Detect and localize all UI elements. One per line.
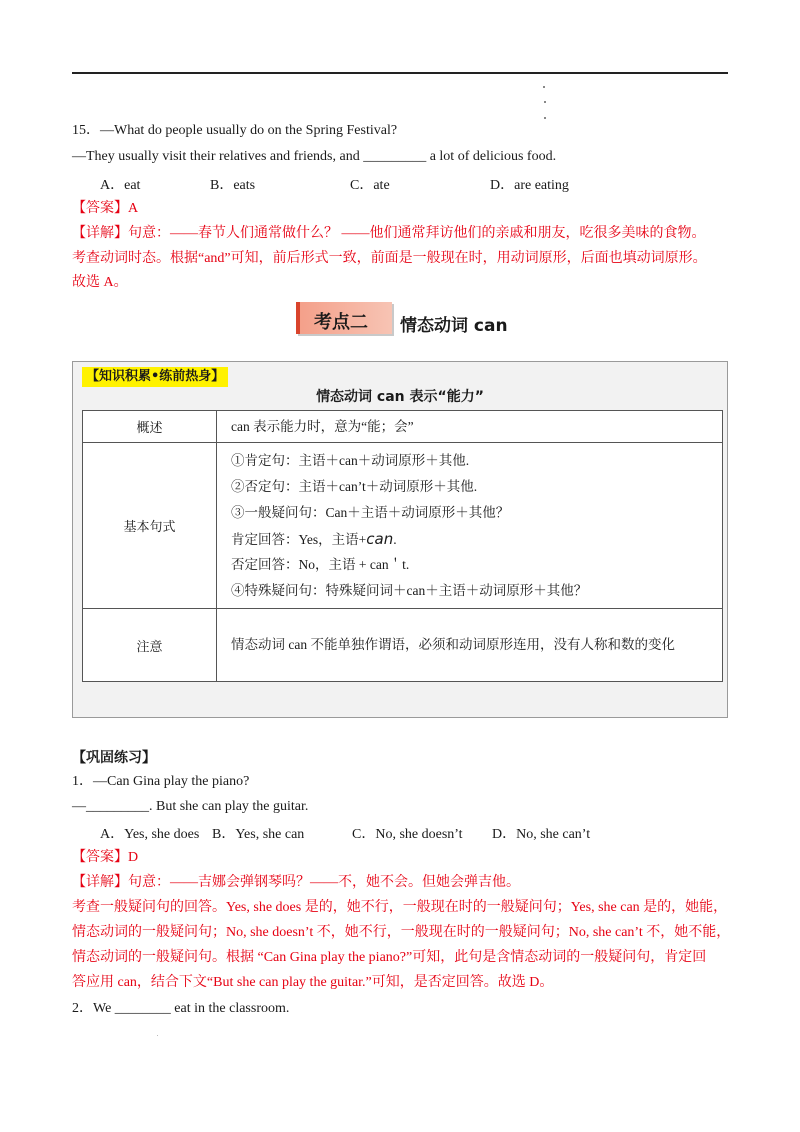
q1-detail-line: 考查一般疑问句的回答。Yes, she does 是的，她不行，一般现在时的一般疑问句；Yes, she can 是的，她能， <box>72 900 728 915</box>
table-row <box>83 609 723 682</box>
q1-option-b: B．Yes, she can <box>212 827 305 842</box>
q2-question: 2．We ________ eat in the classroom. <box>72 1001 290 1016</box>
row-line: ②否定句：主语＋can’t＋动词原形＋其他. <box>231 478 478 494</box>
q15-answer: 【答案】A <box>72 201 139 216</box>
row-line-end: . <box>393 531 397 547</box>
row-line: 否定回答：No，主语 + can＇t. <box>231 556 410 572</box>
q1-detail-line: 答应用 can，结合下文“But she can play the guitar.”可知，是否定回答。故选 D。 <box>72 975 554 990</box>
row-value <box>217 443 723 609</box>
q1-detail-line: 【详解】句意：——吉娜会弹钢琴吗？——不，她不会。但她会弹吉他。 <box>72 875 520 890</box>
row-line-text: 肯定回答：Yes，主语+ <box>231 531 367 547</box>
q1-answer: 【答案】D <box>72 850 139 865</box>
row-value <box>217 609 723 682</box>
q1-detail-line: 情态动词的一般疑问句；No, she doesn’t 不，她不行，一般现在时的一般疑问句；No, she can’t 不，她不能， <box>72 925 731 940</box>
q1-option-d: D．No, she can’t <box>492 827 591 842</box>
table-row <box>83 411 723 443</box>
q15-reply: —They usually visit their relatives and friends, and _________ a lot of delicious food. <box>72 149 557 164</box>
scan-dot <box>544 101 546 103</box>
row-line <box>231 526 722 552</box>
q1-option-a: A．Yes, she does <box>100 827 200 842</box>
q15-question: 15．—What do people usually do on the Spring Festival? <box>72 123 398 138</box>
knowledge-table <box>82 410 723 682</box>
q1-option-c: C．No, she doesn’t <box>352 827 463 842</box>
q15-detail-line: 考查动词时态。根据“and”可知，前后形式一致，前面是一般现在时，用动词原形，后面也填动词原形。 <box>72 251 707 266</box>
table-row <box>83 443 723 609</box>
row-line: 情态动词 can 不能单独作谓语，必须和动词原形连用，没有人称和数的变化 <box>231 637 675 652</box>
row-value <box>217 411 723 443</box>
row-line: ③一般疑问句：Can＋主语＋动词原形＋其他？ <box>231 504 510 520</box>
q15-detail-line: 【详解】句意：——春节人们通常做什么？ ——他们通常拜访他们的亲戚和朋友，吃很多美味的食物。 <box>72 226 706 241</box>
scan-dot <box>543 86 545 88</box>
q15-option-d: D．are eating <box>490 178 569 193</box>
scan-dot <box>544 117 546 119</box>
q1-reply: —_________. But she can play the guitar. <box>72 799 309 814</box>
row-line: ④特殊疑问句：特殊疑问词＋can＋主语＋动词原形＋其他？ <box>231 582 588 598</box>
knowledge-tag: 【知识积累•练前热身】 <box>82 367 228 387</box>
section-badge: 考点二 <box>314 312 368 333</box>
section-title: 情态动词 can <box>400 316 508 336</box>
q15-option-c: C．ate <box>350 178 390 193</box>
practice-heading: 【巩固练习】 <box>72 750 156 766</box>
can-word: can <box>366 529 394 548</box>
header-rule <box>72 72 728 74</box>
knowledge-title: 情态动词 can 表示“能力” <box>316 389 484 405</box>
row-key: 注意 <box>83 609 217 682</box>
q1-detail-line: 情态动词的一般疑问句。根据 “Can Gina play the piano?”可知，此句是含情态动词的一般疑问句，肯定回 <box>72 950 707 965</box>
q15-detail-line: 故选 A。 <box>72 275 128 290</box>
q15-option-b: B．eats <box>210 178 256 193</box>
q1-question: 1．—Can Gina play the piano? <box>72 774 250 789</box>
row-line: can 表示能力时，意为“能；会” <box>231 418 414 434</box>
scan-dot <box>157 1035 158 1036</box>
q15-option-a: A．eat <box>100 178 141 193</box>
row-key: 概述 <box>83 411 217 443</box>
row-line: ①肯定句：主语＋can＋动词原形＋其他. <box>231 452 470 468</box>
row-key: 基本句式 <box>83 443 217 609</box>
